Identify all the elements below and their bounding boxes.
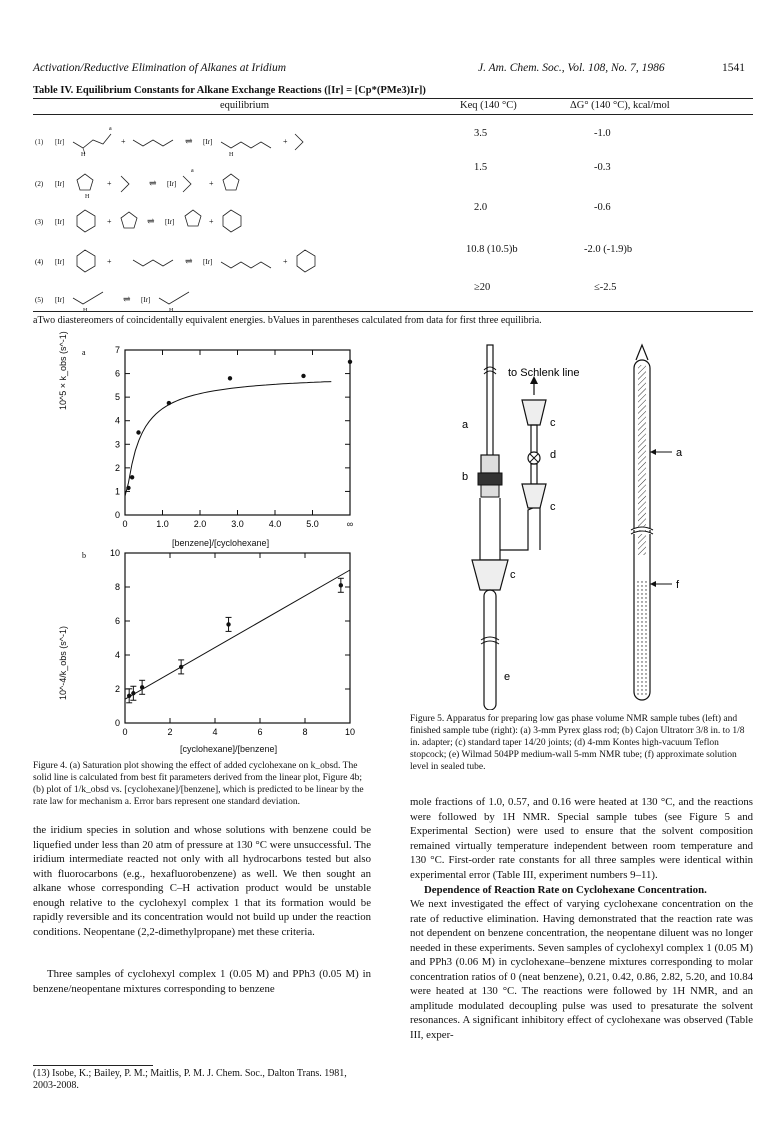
x-tick-label: 2 [167,727,173,737]
label-d: d [550,449,557,461]
row-number: (4) [35,258,44,266]
data-point [226,622,230,626]
section-heading: Dependence of Reaction Rate on Cyclohexane Concentration. [424,884,707,896]
y-tick-label: 6 [114,368,120,379]
data-point [167,401,171,405]
label-c-bottom: c [510,569,516,581]
table-header-keq: Keq (140 °C) [460,100,517,111]
reaction-5-structure [33,278,433,314]
svg-text:[Ir]: [Ir] [203,258,213,266]
data-point [131,691,135,695]
reaction-3-structure [33,200,433,236]
plot-frame [125,553,350,723]
svg-text:⇌: ⇌ [123,294,131,304]
y-tick-label: 6 [114,616,120,626]
figure-5-caption: Figure 5. Apparatus for preparing low gas phase volume NMR sample tubes (left) and finished sample tube (right): (a) 3-mm Pyrex glass rod; (b) Cajon Ultratorr 3/8 in. to 1/8 in. adapter; (c) standard taper 14/20 joints; (d) 4-mm Kontes high-vacuum Teflon stopcock; (e) Wilmad 504PP medium-wall 5-mm NMR tube; (f) approximate solution level in sealed tube. [410,714,745,772]
y-tick-label: 7 [114,345,120,355]
y-tick-label: 1 [114,486,120,497]
figure-4-caption: Figure 4. (a) Saturation plot showing the effect of added cyclohexane on k_obsd. The solid line is calculated from best fit parameters derived from the linear plot, Figure 4b; (b) plot of 1/k_obsd vs. [cyclohexane]/[benzene], which is predicted to be linear by the rate law for mechanism a. Error bars represent one standard deviation. [33,761,364,807]
row-number: (1) [35,138,44,146]
x-tick-label: 0 [122,519,128,529]
row-number: (5) [35,296,44,304]
table-header-rule [33,114,753,115]
right-column-paragraph: mole fractions of 1.0, 0.57, and 0.16 were heated at 130 °C, and the reactions were followed by 1H NMR. Special sample tubes (see Figure 5 and Experimental Section) were used to ensure that the solvent composition remained virtually temperature independent between room temperature and 130 °C. First-order rate constants for all three samples were identical within experimental error (Table III, experiment numbers 9–11). [410,796,753,881]
svg-text:[Ir]: [Ir] [55,138,65,146]
x-tick-label: 0 [122,727,128,737]
y-tick-label: 2 [114,462,120,473]
row4-keq: 10.8 (10.5)b [466,244,518,255]
row5-dg: ≤-2.5 [594,282,617,293]
taper-joint [472,560,508,590]
label-e: e [504,671,511,683]
fig4a-xlabel: [benzene]/[cyclohexane] [172,538,270,548]
y-tick-label: 2 [114,684,120,694]
y-tick-label: 4 [114,415,120,426]
x-tick-label: 8 [302,727,308,737]
data-point [228,376,232,380]
reaction-2-structure [33,162,433,198]
svg-text:H: H [85,194,90,198]
data-point [348,360,352,364]
svg-text:[Ir]: [Ir] [167,180,177,188]
y-tick-label: 10 [109,548,120,558]
row2-dg: -0.3 [594,162,611,173]
footnote-rule [33,1065,153,1066]
table-header-dg: ΔG° (140 °C), kcal/mol [570,100,670,111]
x-tick-label: 5.0 [306,519,319,529]
x-tick-label: 6 [257,727,263,737]
svg-text:⇌: ⇌ [147,216,155,226]
svg-text:[Ir]: [Ir] [203,138,213,146]
x-tick-label: 3.0 [231,519,244,529]
left-column-paragraph-2: Three samples of cyclohexyl complex 1 (0.05 M) and PPh3 (0.05 M) in benzene/neopentane mixtures corresponding to benzene [33,968,371,995]
svg-text:+: + [107,257,112,266]
svg-text:+: + [121,137,126,146]
svg-text:a: a [109,126,112,132]
data-point [301,374,305,378]
label-a-right: a [676,447,683,459]
table-title: Table IV. Equilibrium Constants for Alkane Exchange Reactions ([Ir] = [Cp*(PMe3)Ir]) [33,85,426,96]
reaction-4-structure [33,240,433,276]
svg-text:⇌: ⇌ [185,256,193,266]
y-tick-label: 8 [114,582,120,592]
row4-dg: -2.0 (-1.9)b [584,244,633,255]
fig4a-ylabel: 10^5 × k_obs (s^-1) [58,331,68,410]
row-number: (3) [35,218,44,226]
row1-dg: -1.0 [594,128,611,139]
left-column-paragraph: the iridium species in solution and whose solutions with benzene could be liquefied under less than 20 atm of pressure at 130 °C were unsuccessful. The iridium intermediate reacted not only with all hydrocarbons tested but also with fluorocarbons (e.g., hexafluorobenzene) as well. We then sought an alkane whose corresponding C–H activation product would be unstable enough relative to the cyclohexyl complex 1 that its formation would be rapidly reversible and its concentration would not build up under the reaction conditions. Neopentane (2,2-dimethylpropane) met these criteria. [33,824,371,938]
svg-text:+: + [209,217,214,226]
row1-keq: 3.5 [474,128,488,139]
fit-curve [125,382,331,497]
svg-text:[Ir]: [Ir] [55,258,65,266]
glass-rod [487,345,493,465]
label-c-mid: c [550,501,556,513]
x-tick-label: 4.0 [268,519,282,529]
row3-keq: 2.0 [474,202,488,213]
svg-text:[Ir]: [Ir] [55,180,65,188]
running-header-title: Activation/Reductive Elimination of Alkanes at Iridium [33,62,287,74]
cajon-adapter [481,455,499,473]
data-point [140,685,144,689]
row3-dg: -0.6 [594,202,611,213]
x-tick-label: 1.0 [156,519,169,529]
plot-frame [125,350,350,515]
data-point [127,694,131,698]
svg-text:+: + [283,137,288,146]
y-tick-label: 0 [114,718,120,728]
figure-4b-chart [80,548,370,748]
x-tick-label: 4 [212,727,218,737]
svg-text:⇌: ⇌ [185,136,193,146]
svg-text:H: H [81,152,86,156]
svg-text:+: + [209,179,214,188]
svg-text:[Ir]: [Ir] [165,218,175,226]
svg-text:⇌: ⇌ [149,178,157,188]
panel-a-label: a [82,348,86,357]
row2-keq: 1.5 [474,162,488,173]
page-number: 1541 [722,62,745,74]
schlenk-label: to Schlenk line [508,367,580,379]
svg-text:H: H [229,152,234,156]
svg-text:+: + [107,179,112,188]
x-tick-label: 2.0 [193,519,207,529]
svg-text:[Ir]: [Ir] [141,296,151,304]
table-top-rule [33,98,753,99]
x-tick-label: 10 [344,727,356,737]
nmr-tube [484,590,496,710]
data-point [126,486,130,490]
label-a: a [462,419,469,431]
y-tick-label: 0 [114,510,120,520]
row5-keq: ≥20 [474,282,491,293]
table-footnote: aTwo diastereomers of coincidentally equivalent energies. bValues in parentheses calculated from data for first three equilibria. [33,315,542,326]
data-point [179,665,183,669]
panel-b-label: b [82,551,86,560]
y-tick-label: 3 [114,439,120,450]
table-header-equilibrium: equilibrium [220,100,269,111]
svg-text:[Ir]: [Ir] [55,296,65,304]
label-b: b [462,471,469,483]
svg-text:[Ir]: [Ir] [55,218,65,226]
y-tick-label: 4 [114,650,120,660]
x-tick-label: ∞ [346,519,354,529]
label-c-top: c [550,417,556,429]
y-tick-label: 5 [114,392,120,403]
data-point [130,475,134,479]
label-f: f [676,579,680,591]
right-column-paragraph-2: We next investigated the effect of varying cyclohexane concentration on the rate of reductive elimination. Having demonstrated that the reaction rate was not dependent on benzene concentration, the neopentane diluent was no longer needed in these experiments. Seven samples of cyclohexyl complex 1 (0.05 M) and PPh3 (0.06 M) in cyclohexane–benzene mixtures corresponding to molar concentration ratios of 0 (neat benzene), 0.21, 0.42, 0.86, 2.82, 5.20, and 10.84 were heated at 130 °C. The reactions were followed by 1H NMR, and an amplitude modulated decoupling pulse was used to presaturate the solvent resonances. A significant inhibitory effect of cyclohexane was observed (Table III, exper- [410,898,753,1041]
figure-5-apparatus [400,340,760,710]
reaction-1-structure [33,120,433,156]
data-point [136,430,140,434]
journal-citation: J. Am. Chem. Soc., Vol. 108, No. 7, 1986 [478,62,665,74]
table-bottom-rule [33,311,753,312]
svg-text:+: + [107,217,112,226]
svg-text:+: + [283,257,288,266]
svg-text:a: a [191,168,194,174]
fit-line [125,570,350,699]
fig4b-xlabel: [cyclohexane]/[benzene] [180,744,278,754]
figure-4a-chart [80,345,370,550]
row-number: (2) [35,180,44,188]
solution-level [636,580,648,695]
fig4b-ylabel: 10^-4/k_obs (s^-1) [58,626,68,700]
reference-13: (13) Isobe, K.; Bailey, P. M.; Maitlis, P. M. J. Chem. Soc., Dalton Trans. 1981, 2003-2008. [33,1068,347,1091]
data-point [339,583,343,587]
